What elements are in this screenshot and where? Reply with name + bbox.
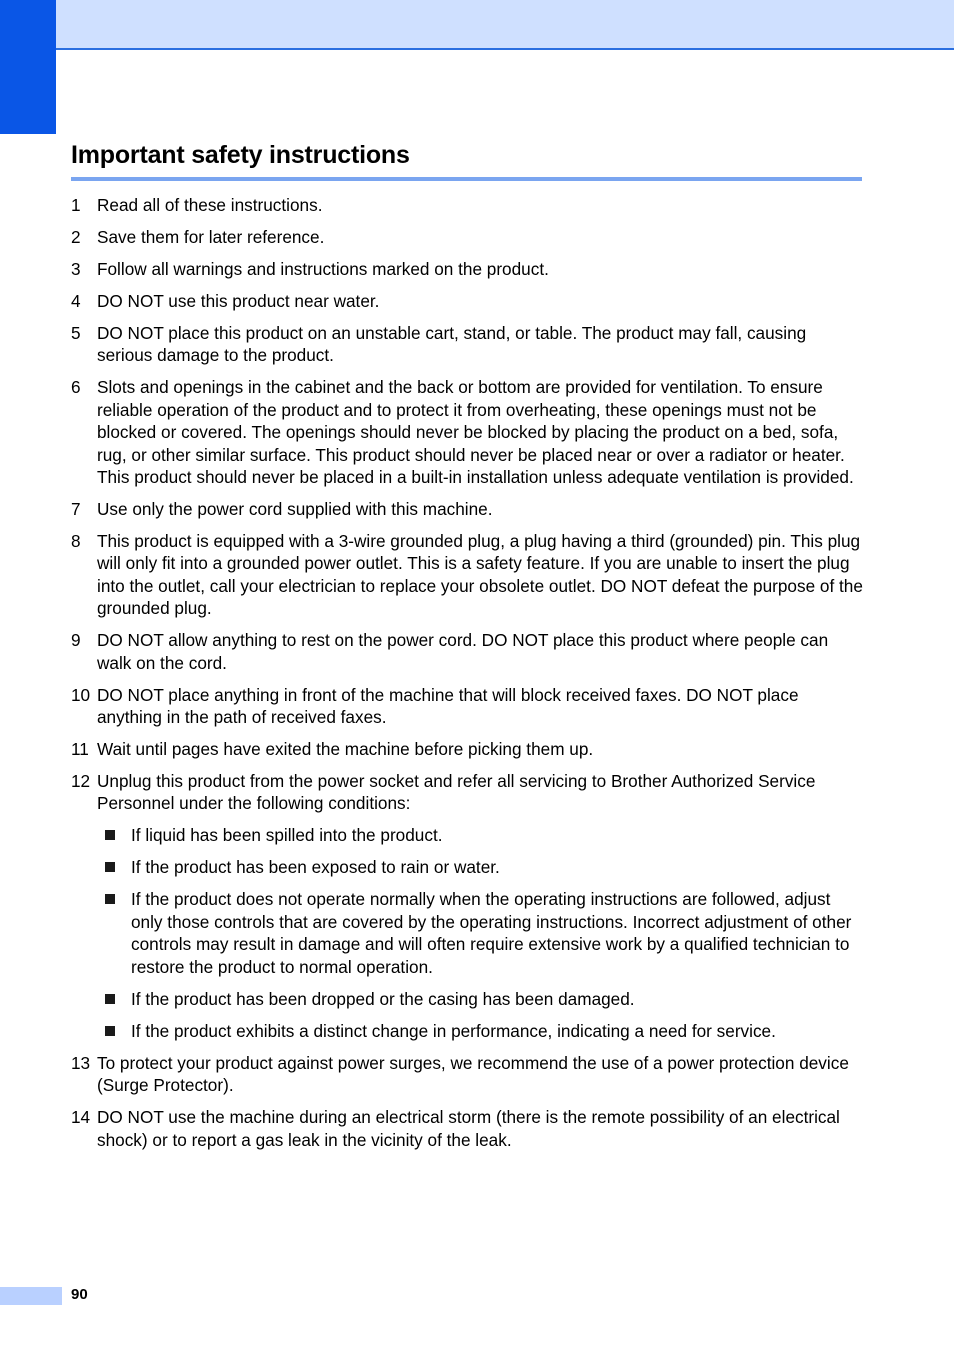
condition-text: If the product exhibits a distinct change in performance, indicating a need for service. [131,1020,776,1041]
item-number: 2 [71,227,81,247]
list-item [71,498,863,520]
item-number: 3 [71,259,81,279]
chapter-tab [0,0,56,134]
condition-item [105,888,863,978]
condition-item [105,824,863,846]
list-item [71,738,863,760]
item-text: Wait until pages have exited the machine before picking them up. [97,739,594,760]
item-number: 8 [71,531,81,552]
list-item [71,290,863,312]
list-item [71,770,863,1042]
item-number: 11 [71,739,89,760]
item-text: This product is equipped with a 3-wire grounded plug, a plug having a third (grounded) pin. This plug will only fit into a grounded power outlet. This is a safety feature. If you are unable to insert the plug into the outlet, call your electrician to replace your obsolete outlet. DO NOT defeat the purpose of the grounded plug. [97,531,863,619]
list-item [71,226,863,248]
square-bullet-icon [105,1026,115,1036]
list-item [71,376,863,488]
item-text: DO NOT use this product near water. [97,291,380,311]
item-number: 1 [71,195,81,215]
condition-text: If liquid has been spilled into the product. [131,825,443,846]
footer-bar [0,1287,62,1305]
item-text: Read all of these instructions. [97,195,323,215]
item-text: DO NOT allow anything to rest on the power cord. DO NOT place this product where people can walk on the cord. [97,630,829,673]
square-bullet-icon [105,894,115,904]
condition-item [105,988,863,1010]
page-number: 90 [71,1286,88,1303]
header-band [56,0,954,50]
item-text: DO NOT place this product on an unstable cart, stand, or table. The product may fall, causing serious damage to the product. [97,323,807,366]
list-item [71,1106,863,1151]
list-item [71,258,863,280]
item-number: 10 [71,684,91,705]
list-item [71,629,863,674]
item-text: To protect your product against power surges, we recommend the use of a power protection device (Surge Protector). [97,1052,849,1096]
condition-text: If the product has been exposed to rain or water. [131,857,500,878]
item-number: 6 [71,377,81,398]
item-text: Save them for later reference. [97,227,325,247]
conditions-list [97,824,863,1042]
condition-item [105,1020,863,1042]
item-number: 4 [71,291,81,311]
item-text: DO NOT use the machine during an electrical storm (there is the remote possibility of an electrical shock) or to report a gas leak in the vicinity of the leak. [97,1107,840,1150]
condition-item [105,856,863,878]
condition-text: If the product does not operate normally when the operating instructions are followed, adjust only those controls that are covered by the operating instructions. Incorrect adjustment of other controls may result in damage and will often require extensive work by a qualified technician to restore the product to normal operation. [131,889,852,977]
safety-instructions-list [71,194,863,1161]
condition-text: If the product has been dropped or the casing has been damaged. [131,988,635,1009]
list-item [71,684,863,729]
item-text: Slots and openings in the cabinet and the back or bottom are provided for ventilation. To ensure reliable operation of the product and to protect it from overheating, these openings must not be blocked or covered. The openings should never be blocked by placing the product on a bed, sofa, rug, or other similar surface. This product should never be placed near or over a radiator or heater. This product should never be placed in a built-in installation unless adequate ventilation is provided. [97,377,854,488]
item-number: 9 [71,630,81,651]
item-text: Use only the power cord supplied with this machine. [97,499,493,520]
title-underline [71,177,862,181]
square-bullet-icon [105,994,115,1004]
list-item [71,1052,863,1097]
square-bullet-icon [105,862,115,872]
item-text: Follow all warnings and instructions marked on the product. [97,259,549,279]
item-number: 5 [71,323,81,343]
item-text: Unplug this product from the power socket and refer all servicing to Brother Authorized Service Personnel under the following conditions: [97,771,816,814]
square-bullet-icon [105,830,115,840]
item-number: 12 [71,771,91,792]
list-item [71,530,863,620]
page-title: Important safety instructions [71,141,410,169]
item-text: DO NOT place anything in front of the machine that will block received faxes. DO NOT place anything in the path of received faxes. [97,684,799,728]
list-item [71,194,863,216]
item-number: 14 [71,1107,91,1128]
list-item [71,322,863,367]
item-number: 7 [71,499,81,520]
item-number: 13 [71,1052,91,1073]
